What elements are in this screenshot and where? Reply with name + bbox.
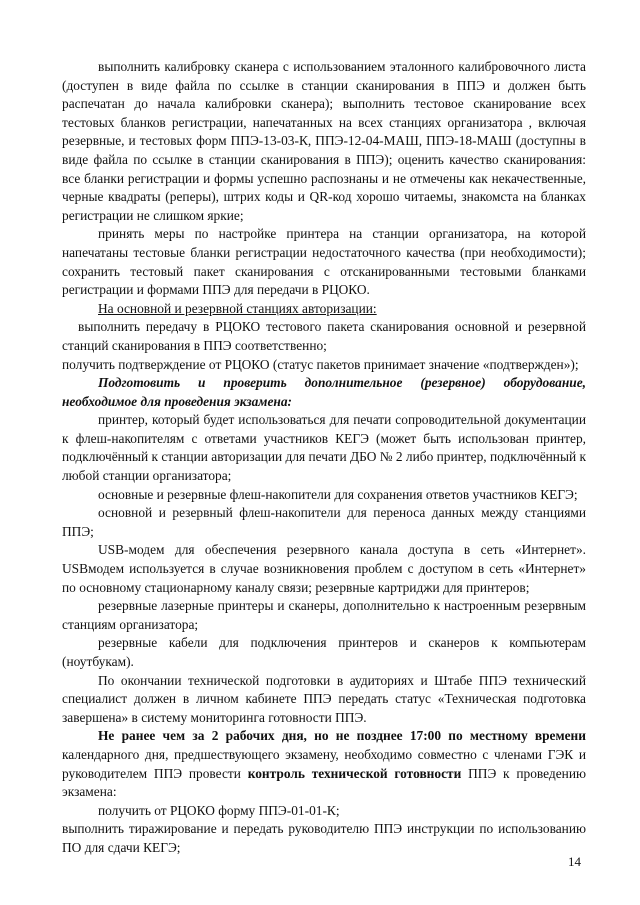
paragraph-readiness-control xyxy=(62,727,586,801)
paragraph-send-test-package: выполнить передачу в РЦОКО тестового пакета сканирования основной и резервной станций сканирования в ППЭ соответственно; xyxy=(62,319,586,353)
paragraph-get-form: получить от РЦОКО форму ППЭ-01-01-К; xyxy=(98,802,340,818)
paragraph-spare-printers: резервные лазерные принтеры и сканеры, дополнительно к настроенным резервным станциям организатора; xyxy=(62,598,586,632)
paragraph-get-confirmation: получить подтверждение от РЦОКО (статус пакетов принимает значение «подтвержден»); xyxy=(62,356,579,372)
document-page xyxy=(62,58,586,858)
readiness-tail-text: ППЭ к проведению экзамена: xyxy=(62,765,586,800)
paragraph-flash-transfer: основной и резервный флеш-накопители для переноса данных между станциями ППЭ; xyxy=(62,505,586,539)
section-heading-auth-stations xyxy=(62,300,586,319)
page-number: 14 xyxy=(568,854,581,869)
readiness-middle-text: календарного дня, предшествующего экзамену, необходимо совместно с членами ГЭК и руководителем ППЭ провести xyxy=(62,746,586,781)
readiness-control-bold-text: контроль технической готовности xyxy=(247,765,462,781)
paragraph-printer-settings: принять меры по настройке принтера на станции организатора, на которой напечатаны тестовые бланки регистрации недостаточного качества (при необходимости); сохранить тестовый пакет сканирования с отсканированными тестовыми бланками регистрации и формами ППЭ для передачи в РЦОКО. xyxy=(62,226,586,298)
deadline-bold-text: Не ранее чем за 2 рабочих дня, но не позднее 17:00 по местному времени xyxy=(98,728,586,744)
paragraph-status-complete: По окончании технической подготовки в аудиториях и Штабе ППЭ технический специалист должен в личном кабинете ППЭ передать статус «Техническая подготовка завершена» в систему мониторинга готовности ППЭ. xyxy=(62,672,586,725)
paragraph-copy-instructions: выполнить тиражирование и передать руководителю ППЭ инструкции по использованию ПО для сдачи КЕГЭ; xyxy=(62,821,586,855)
paragraph-flash-answers: основные и резервные флеш-накопители для сохранения ответов участников КЕГЭ; xyxy=(98,486,578,502)
paragraph-scanner-calibration: выполнить калибровку сканера с использованием эталонного калибровочного листа (доступен в виде файла по ссылке в станции сканирования в ППЭ и должен быть распечатан до начала калибровки сканера); выполнить тестовое сканирование всех тестовых бланков регистрации, напечатанных на всех станциях организатора , включая резервные, и тестовых форм ППЭ-13-03-К, ППЭ-12-04-МАШ, ППЭ-18-МАШ (доступны в виде файла по ссылке в станции сканирования в ППЭ); оценить качество сканирования: все бланки регистрации и формы успешно распознаны и не отмечены как некачественные, черные квадраты (реперы), штрих коды и QR-код хорошо читаемы, знакомста на бланках регистрации не слишком яркие; xyxy=(62,59,586,223)
paragraph-spare-cables: резервные кабели для подключения принтеров и сканеров к компьютерам (ноутбукам). xyxy=(62,635,586,669)
section-heading-extra-equipment: Подготовить и проверить дополнительное (резервное) оборудование, необходимое для проведения экзамена: xyxy=(62,375,586,409)
paragraph-printer-docs: принтер, который будет использоваться для печати сопроводительной документации к флеш-накопителям с ответами участников КЕГЭ (может быть использован принтер, подключённый к станции авторизации для печати ДБО № 2 либо принтер, подключённый к любой станции организатора; xyxy=(62,412,586,484)
section-heading-auth-stations-text: На основной и резервной станциях авторизации: xyxy=(98,300,377,316)
paragraph-usb-modem: USB-модем для обеспечения резервного канала доступа в сеть «Интернет». USBмодем используется в случае возникновения проблем с доступом в сеть «Интернет» по основному стационарному каналу связи; резервные картриджи для принтеров; xyxy=(62,542,586,595)
